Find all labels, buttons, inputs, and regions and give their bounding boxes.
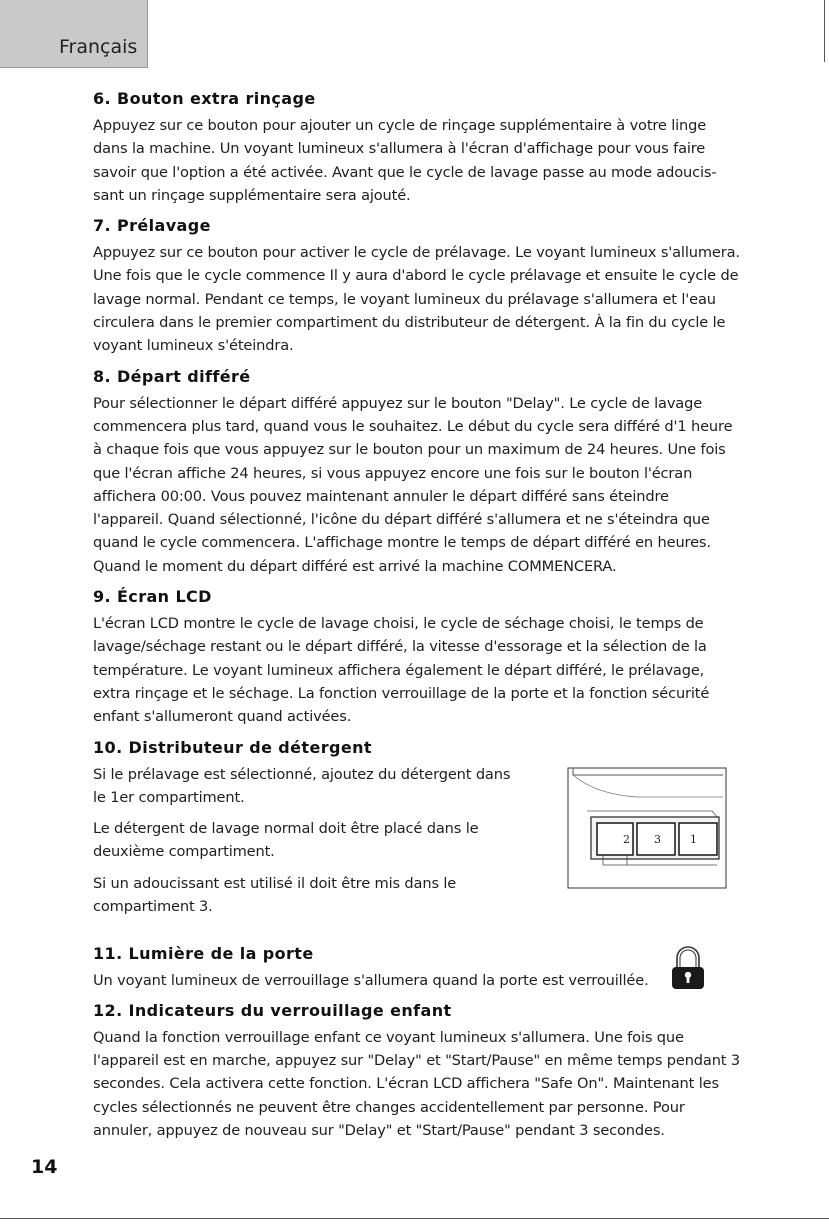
compartment-label: 1: [690, 832, 697, 846]
section-paragraph: Si le prélavage est sélectionné, ajoutez du détergent dans le 1er compartiment.: [93, 765, 511, 806]
section-title: 6. Bouton extra rinçage: [93, 89, 316, 108]
section-child-lock: [93, 1000, 743, 1142]
compartment-label: 3: [654, 832, 661, 846]
section-title: 10. Distributeur de détergent: [93, 737, 372, 757]
bottom-rule: [0, 1218, 829, 1219]
section-title: 11. Lumière de la porte: [93, 943, 314, 963]
language-tab: [0, 0, 148, 68]
section-title: 9. Écran LCD: [93, 587, 212, 607]
section-prewash: [93, 215, 743, 357]
section-body: Appuyez sur ce bouton pour activer le cycle de prélavage. Le voyant lumineux s'allumera. Une fois que le cycle commence Il y aura d'abord le cycle prélavage et ensuite le cycle de lavage normal. Pendant ce temps, le voyant lumineux du prélavage s'allumera et l'eau circulera dans le premier compartiment du distributeur de détergent. À la fin du cycle le voyant lumineux s'éteindra.: [93, 244, 740, 355]
section-paragraph: Si un adoucissant est utilisé il doit être mis dans le compartiment 3.: [93, 874, 457, 916]
section-extra-rinse: [93, 88, 743, 207]
section-door-light: [93, 943, 743, 992]
page-number: 14: [31, 1156, 58, 1178]
section-body: L'écran LCD montre le cycle de lavage choisi, le cycle de séchage choisi, le temps de lavage/séchage restant ou le départ différé, la vitesse d'essorage et la sélection de la température. Le voyant lumineux affichera également le départ différé, le prélavage, extra rinçage et le séchage. La fonction verrouillage de la porte et la fonction sécurité enfant s'allumeront quand activées.: [93, 615, 710, 726]
section-delay-start: [93, 366, 743, 578]
compartment-label: 2: [623, 832, 630, 846]
section-body: Un voyant lumineux de verrouillage s'allumera quand la porte est verrouillée.: [93, 971, 649, 989]
section-lcd-screen: [93, 586, 743, 728]
section-body: Appuyez sur ce bouton pour ajouter un cycle de rinçage supplémentaire à votre linge dans la machine. Un voyant lumineux s'allumera à l'écran d'affichage pour vous faire savoir que l'option a été activée. Avant que le cycle de lavage passe au mode adoucis-sant un rinçage supplémentaire sera ajouté.: [93, 117, 717, 204]
section-body: Pour sélectionner le départ différé appuyez sur le bouton "Delay". Le cycle de lavage commencera plus tard, quand vous le souhaitez. Le début du cycle sera différé d'1 heure à chaque fois que vous appuyez sur le bouton pour un maximum de 24 heures. Une fois que l'écran affiche 24 heures, si vous appuyez encore une fois sur le bouton l'écran affichera 00:00. Vous pouvez maintenant annuler le départ différé sans éteindre l'appareil. Quand sélectionné, l'icône du départ différé s'allumera et ne s'éteindra que quand le cycle commencera. L'affichage montre le temps de départ différé en heures. Quand le moment du départ différé est arrivé la machine COMMENCERA.: [93, 394, 733, 575]
section-title: 12. Indicateurs du verrouillage enfant: [93, 1000, 452, 1020]
section-title: 7. Prélavage: [93, 216, 211, 236]
section-paragraph: Le détergent de lavage normal doit être placé dans le deuxième compartiment.: [93, 820, 479, 861]
padlock-icon: [671, 945, 705, 991]
page-content: [93, 88, 743, 1150]
section-detergent-dispenser: [93, 737, 743, 937]
right-edge-rule: [824, 0, 825, 62]
language-label: Français: [59, 36, 138, 58]
section-title: 8. Départ différé: [93, 366, 251, 386]
section-body: Quand la fonction verrouillage enfant ce voyant lumineux s'allumera. Une fois que l'appareil est en marche, appuyez sur "Delay" et "Start/Pause" en même temps pendant 3 secondes. Cela activera cette fonction. L'écran LCD affichera "Safe On". Maintenant les cycles sélectionnés ne peuvent être changes accidentellement par personne. Pour annuler, appuyez de nouveau sur "Delay" et "Start/Pause" pendant 3 secondes.: [93, 1028, 741, 1140]
detergent-dispenser-illustration: [567, 767, 727, 889]
